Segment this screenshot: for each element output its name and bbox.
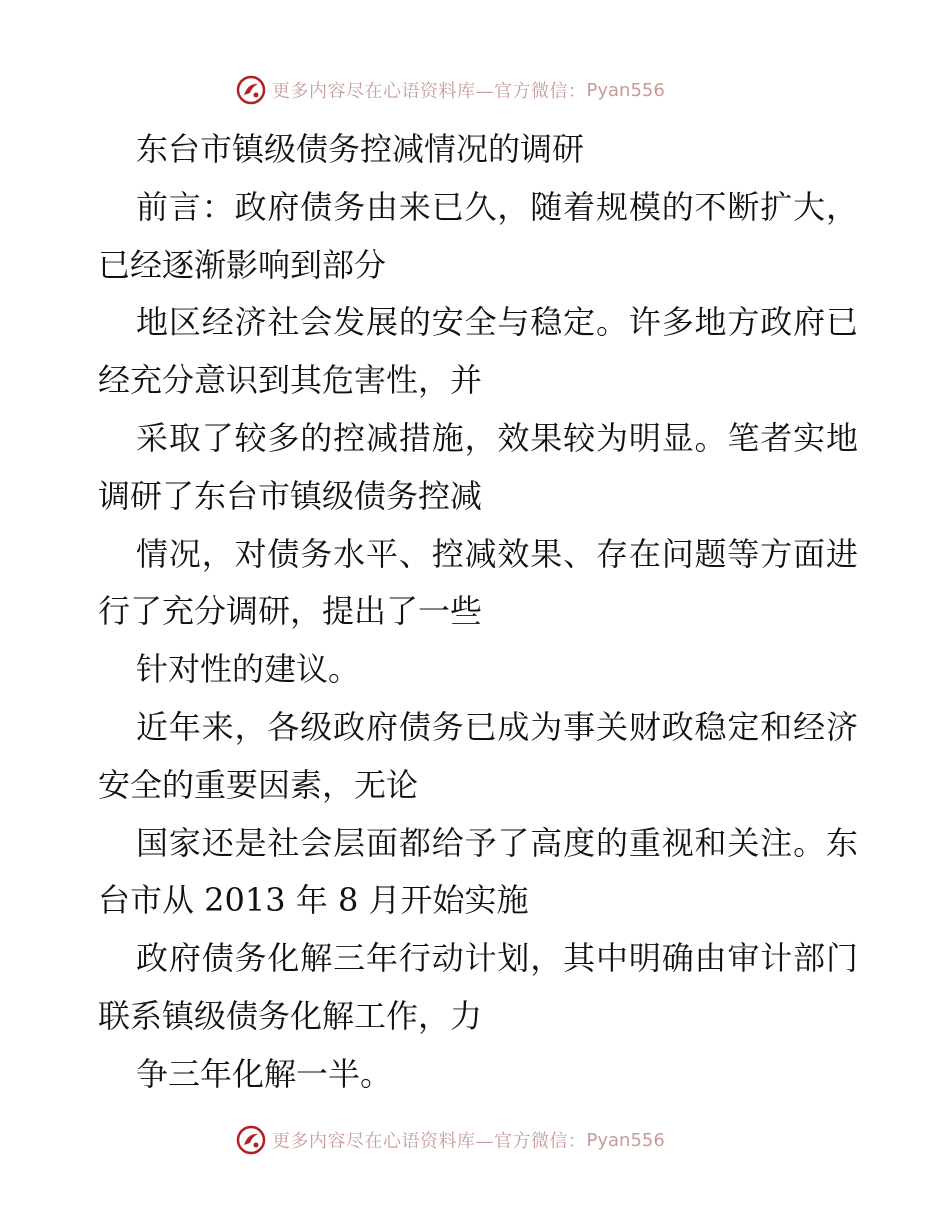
watermark-text: 更多内容尽在心语资料库—官方微信：: [272, 1131, 587, 1152]
watermark-text: 更多内容尽在心语资料库—官方微信：: [272, 81, 587, 102]
paragraph-4: 情况，对债务水平、控减效果、存在问题等方面进行了充分调研，提出了一些: [98, 534, 858, 631]
watermark-handle: Pyan556: [586, 79, 665, 101]
paragraph-5: 针对性的建议。: [136, 650, 361, 689]
paragraph-6: 近年来，各级政府债务已成为事关财政稳定和经济安全的重要因素，无论: [98, 707, 858, 804]
swirl-logo-icon: [236, 1125, 266, 1155]
swirl-logo-icon: [236, 75, 266, 105]
watermark-header: [236, 73, 716, 107]
paragraph-1: 前言：政府债务由来已久，随着规模的不断扩大，已经逐渐影响到部分: [98, 187, 858, 284]
document-title: 东台市镇级债务控减情况的调研: [136, 130, 585, 168]
document-body: [98, 121, 858, 1104]
paragraph-3: 采取了较多的控减措施，效果较为明显。笔者实地调研了东台市镇级债务控减: [98, 418, 858, 515]
watermark-footer: [236, 1123, 716, 1157]
watermark-handle: Pyan556: [586, 1129, 665, 1151]
paragraph-2: 地区经济社会发展的安全与稳定。许多地方政府已经充分意识到其危害性，并: [98, 303, 858, 400]
paragraph-7: 国家还是社会层面都给予了高度的重视和关注。东台市从 2013 年 8 月开始实施: [98, 823, 858, 920]
paragraph-8: 政府债务化解三年行动计划，其中明确由审计部门联系镇级债务化解工作，力: [98, 939, 858, 1035]
paragraph-9: 争三年化解一半。: [136, 1054, 393, 1093]
